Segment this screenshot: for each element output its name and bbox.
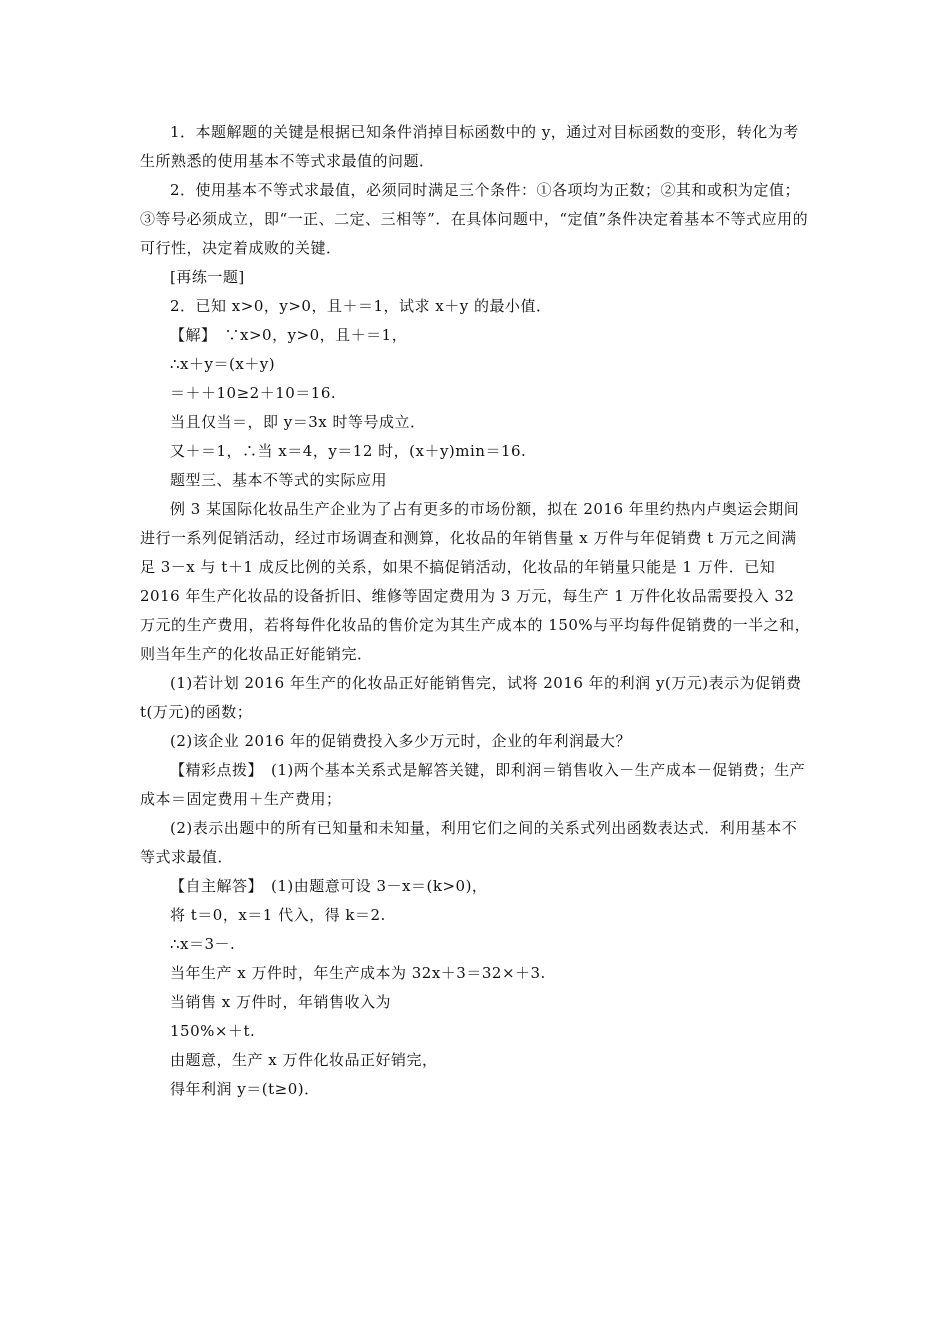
document-body xyxy=(140,118,812,1104)
answer-line-7: 由题意，生产 x 万件化妆品正好销完， xyxy=(170,1051,438,1069)
practice-question: 2．已知 x>0，y>0，且＋＝1，试求 x＋y 的最小值． xyxy=(170,297,552,315)
section-heading: 题型三、基本不等式的实际应用 xyxy=(170,471,388,489)
paragraph-note-1: 1．本题解题的关键是根据已知条件消掉目标函数中的 y，通过对目标函数的变形，转化为考生所熟悉的使用基本不等式求最值的问题． xyxy=(140,123,799,170)
solution-line-4: 当且仅当＝，即 y＝3x 时等号成立． xyxy=(170,413,426,431)
solution-line-1: 【解】 ∵x>0，y>0，且＋＝1， xyxy=(170,326,408,344)
practice-heading: [再练一题] xyxy=(170,268,245,286)
answer-line-1: 【自主解答】 (1)由题意可设 3－x＝(k>0)， xyxy=(170,877,488,895)
answer-line-8: 得年利润 y＝(t≥0)． xyxy=(170,1080,320,1098)
solution-line-3: ＝＋＋10≥2＋10＝16. xyxy=(170,384,337,402)
example-3-part-2: (2)该企业 2016 年的促销费投入多少万元时，企业的年利润最大？ xyxy=(170,732,631,750)
answer-line-4: 当年生产 x 万件时，年生产成本为 32x＋3＝32×＋3. xyxy=(170,964,546,982)
paragraph-note-2: 2．使用基本不等式求最值，必须同时满足三个条件：①各项均为正数；②其和或积为定值；③等号必须成立，即“一正、二定、三相等”．在具体问题中，“定值”条件决定着基本不等式应用的可行性，决定着成败的关键． xyxy=(140,181,809,257)
example-3-part-1: (1)若计划 2016 年生产的化妆品正好能销售完，试将 2016 年的利润 y(万元)表示为促销费 t(万元)的函数； xyxy=(140,674,802,721)
answer-line-6: 150%×＋t. xyxy=(170,1022,256,1040)
answer-line-5: 当销售 x 万件时，年销售收入为 xyxy=(170,993,391,1011)
solution-line-5: 又＋＝1，∴当 x＝4，y＝12 时，(x＋y)min＝16. xyxy=(170,442,527,460)
example-3-statement: 例 3 某国际化妆品生产企业为了占有更多的市场份额，拟在 2016 年里约热内卢奥运会期间进行一系列促销活动，经过市场调查和测算，化妆品的年销售量 x 万件与年促销费 t 万元之间满足 3－x 与 t＋1 成反比例的关系，如果不搞促销活动，化妆品的年销量只能是 1 万件．已知 2016 年生产化妆品的设备折旧、维修等固定费用为 3 万元，每生产 1 万件化妆品需要投入 32 万元的生产费用，若将每件化妆品的售价定为其生产成本的 150%与平均每件促销费的一半之和，则当年生产的化妆品正好能销完． xyxy=(140,500,811,663)
answer-line-3: ∴x＝3－. xyxy=(170,935,236,953)
hint-paragraph-2: (2)表示出题中的所有已知量和未知量，利用它们之间的关系式列出函数表达式．利用基本不等式求最值． xyxy=(140,819,798,866)
solution-line-2: ∴x＋y＝(x＋y) xyxy=(170,355,276,373)
hint-paragraph-1: 【精彩点拨】 (1)两个基本关系式是解答关键，即利润＝销售收入－生产成本－促销费；生产成本＝固定费用＋生产费用； xyxy=(140,761,806,808)
answer-line-2: 将 t＝0，x＝1 代入，得 k＝2. xyxy=(170,906,386,924)
